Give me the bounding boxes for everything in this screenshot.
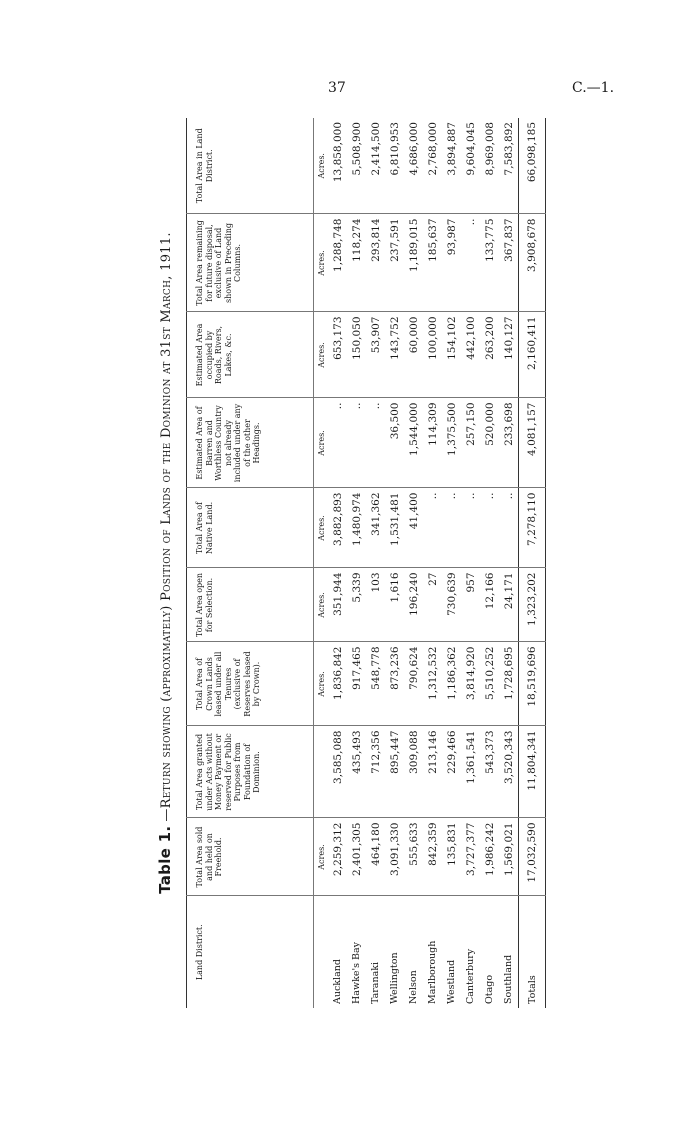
table-label: Table 1. <box>156 825 174 894</box>
district-cell: Marlborough <box>427 940 438 1004</box>
column-header: Estimated Area of Barren and Worthless Country not already included under any of the other Headings. <box>187 398 314 488</box>
total-value-cell: 7,278,110 <box>519 488 546 568</box>
value-cell: 1,986,242 <box>480 818 499 896</box>
unit-cell: Acres. <box>314 642 329 726</box>
table-row <box>442 118 461 1008</box>
value-cell: 351,944 <box>328 568 347 642</box>
total-value-cell: 11,804,341 <box>519 726 546 818</box>
value-cell: 27 <box>423 568 442 642</box>
value-cell: 257,150 <box>461 398 480 488</box>
rotated-table-block <box>150 118 538 1008</box>
table-row <box>366 118 385 1008</box>
value-cell: 520,000 <box>480 398 499 488</box>
column-header: Total Area open for Selection. <box>187 568 314 642</box>
value-cell: 2,259,312 <box>328 818 347 896</box>
value-cell: 13,858,000 <box>328 118 347 214</box>
value-cell: 36,500 <box>385 398 404 488</box>
header-row <box>187 118 314 1008</box>
unit-cell <box>314 896 329 1008</box>
district-cell: Taranaki <box>370 961 381 1004</box>
value-cell: 1,569,021 <box>499 818 519 896</box>
value-cell: 653,173 <box>328 312 347 398</box>
value-cell: .. <box>480 488 499 568</box>
district-cell: Southland <box>503 954 514 1004</box>
total-value-cell: 4,081,157 <box>519 398 546 488</box>
value-cell: 367,837 <box>499 214 519 312</box>
value-cell: .. <box>423 488 442 568</box>
value-cell: 3,520,343 <box>499 726 519 818</box>
value-cell: 2,768,000 <box>423 118 442 214</box>
value-cell: 464,180 <box>366 818 385 896</box>
value-cell: 60,000 <box>404 312 423 398</box>
value-cell: 1,186,362 <box>442 642 461 726</box>
column-header: Total Area in Land District. <box>187 118 314 214</box>
totals-row <box>519 118 546 1008</box>
value-cell: .. <box>461 214 480 312</box>
value-cell: 555,633 <box>404 818 423 896</box>
unit-cell: Acres. <box>314 118 329 214</box>
value-cell: 150,050 <box>347 312 366 398</box>
unit-cell: Acres. <box>314 488 329 568</box>
value-cell: 543,373 <box>480 726 499 818</box>
value-cell: 154,102 <box>442 312 461 398</box>
value-cell: 118,274 <box>347 214 366 312</box>
value-cell: .. <box>461 488 480 568</box>
value-cell: 309,088 <box>404 726 423 818</box>
total-value-cell: 66,098,185 <box>519 118 546 214</box>
district-cell: Wellington <box>389 952 400 1004</box>
value-cell: 3,091,330 <box>385 818 404 896</box>
value-cell: 140,127 <box>499 312 519 398</box>
table-row <box>347 118 366 1008</box>
value-cell: 1,728,695 <box>499 642 519 726</box>
value-cell: 1,480,974 <box>347 488 366 568</box>
value-cell: 12,166 <box>480 568 499 642</box>
value-cell: 3,882,893 <box>328 488 347 568</box>
table-row <box>480 118 499 1008</box>
value-cell: 100,000 <box>423 312 442 398</box>
value-cell: 6,810,953 <box>385 118 404 214</box>
value-cell: 842,359 <box>423 818 442 896</box>
value-cell: 1,189,015 <box>404 214 423 312</box>
value-cell: 114,309 <box>423 398 442 488</box>
value-cell: 790,624 <box>404 642 423 726</box>
column-header: Total Area remaining for future disposal, exclusive of Land shown in Preceding Columns. <box>187 214 314 312</box>
value-cell: 229,466 <box>442 726 461 818</box>
unit-cell: Acres. <box>314 818 329 896</box>
value-cell: 196,240 <box>404 568 423 642</box>
value-cell: 24,171 <box>499 568 519 642</box>
value-cell: 135,831 <box>442 818 461 896</box>
value-cell: 1,616 <box>385 568 404 642</box>
value-cell: 237,591 <box>385 214 404 312</box>
district-cell: Westland <box>446 959 457 1004</box>
totals-label-cell: Totals <box>519 896 546 1008</box>
value-cell: 293,814 <box>366 214 385 312</box>
value-cell: 53,907 <box>366 312 385 398</box>
lands-table <box>186 118 546 1008</box>
total-value-cell: 17,032,590 <box>519 818 546 896</box>
value-cell: .. <box>328 398 347 488</box>
column-header: Total Area granted under Acts without Money Payment or reserved for Public Purposes from Foundation of Dominion. <box>187 726 314 818</box>
value-cell: 5,510,252 <box>480 642 499 726</box>
unit-cell: Acres. <box>314 398 329 488</box>
value-cell: 133,775 <box>480 214 499 312</box>
unit-cell: Acres. <box>314 568 329 642</box>
value-cell: 3,894,887 <box>442 118 461 214</box>
value-cell: 2,401,305 <box>347 818 366 896</box>
value-cell: 712,356 <box>366 726 385 818</box>
table-caption-text: —Return showing (approximately) Position of Lands of the Dominion at 31st March, 1911. <box>159 232 174 822</box>
table-row <box>404 118 423 1008</box>
value-cell: 1,375,500 <box>442 398 461 488</box>
column-header: Total Area of Crown Lands leased under all Tenures (exclusive of Reserves leased by Crown). <box>187 642 314 726</box>
value-cell: 1,361,541 <box>461 726 480 818</box>
district-cell: Auckland <box>332 959 343 1004</box>
table-body <box>314 118 546 1008</box>
value-cell: 1,544,000 <box>404 398 423 488</box>
column-header: Total Area of Native Land. <box>187 488 314 568</box>
value-cell: .. <box>499 488 519 568</box>
total-value-cell: 18,519,696 <box>519 642 546 726</box>
value-cell: 9,604,045 <box>461 118 480 214</box>
value-cell: 233,698 <box>499 398 519 488</box>
value-cell: 4,686,000 <box>404 118 423 214</box>
value-cell: 1,531,481 <box>385 488 404 568</box>
value-cell: 1,836,842 <box>328 642 347 726</box>
value-cell: 341,362 <box>366 488 385 568</box>
value-cell: 1,288,748 <box>328 214 347 312</box>
value-cell: 873,236 <box>385 642 404 726</box>
total-value-cell: 3,908,678 <box>519 214 546 312</box>
value-cell: 5,339 <box>347 568 366 642</box>
column-header: Estimated Area occupied by Roads, Rivers, Lakes, &c. <box>187 312 314 398</box>
value-cell: 3,814,920 <box>461 642 480 726</box>
value-cell: 263,200 <box>480 312 499 398</box>
value-cell: 5,508,900 <box>347 118 366 214</box>
district-cell: Hawke's Bay <box>351 942 362 1004</box>
value-cell: 3,727,377 <box>461 818 480 896</box>
unit-cell: Acres. <box>314 312 329 398</box>
document-reference: C.—1. <box>572 80 615 96</box>
district-cell: Otago <box>484 974 495 1004</box>
value-cell: 435,493 <box>347 726 366 818</box>
column-header: Land District. <box>187 896 314 1008</box>
value-cell: 3,585,088 <box>328 726 347 818</box>
value-cell: 8,969,008 <box>480 118 499 214</box>
table-caption <box>150 118 180 1008</box>
value-cell: 548,778 <box>366 642 385 726</box>
value-cell: .. <box>347 398 366 488</box>
table-row <box>461 118 480 1008</box>
value-cell: 730,639 <box>442 568 461 642</box>
units-row <box>314 118 329 1008</box>
value-cell: .. <box>442 488 461 568</box>
district-cell: Nelson <box>408 970 419 1004</box>
unit-cell: Acres. <box>314 214 329 312</box>
value-cell: 185,637 <box>423 214 442 312</box>
page-number: 37 <box>328 80 346 96</box>
value-cell: 917,465 <box>347 642 366 726</box>
value-cell: 895,447 <box>385 726 404 818</box>
value-cell: 442,100 <box>461 312 480 398</box>
table-row <box>328 118 347 1008</box>
value-cell: 2,414,500 <box>366 118 385 214</box>
value-cell: .. <box>366 398 385 488</box>
table-row <box>385 118 404 1008</box>
total-value-cell: 1,323,202 <box>519 568 546 642</box>
table-row <box>423 118 442 1008</box>
value-cell: 1,312,532 <box>423 642 442 726</box>
value-cell: 7,583,892 <box>499 118 519 214</box>
value-cell: 103 <box>366 568 385 642</box>
district-cell: Canterbury <box>465 948 476 1004</box>
total-value-cell: 2,160,411 <box>519 312 546 398</box>
value-cell: 213,146 <box>423 726 442 818</box>
value-cell: 143,752 <box>385 312 404 398</box>
value-cell: 93,987 <box>442 214 461 312</box>
table-row <box>499 118 519 1008</box>
value-cell: 41,400 <box>404 488 423 568</box>
column-header: Total Area sold and held on Freehold. <box>187 818 314 896</box>
unit-cell <box>314 726 329 818</box>
value-cell: 957 <box>461 568 480 642</box>
